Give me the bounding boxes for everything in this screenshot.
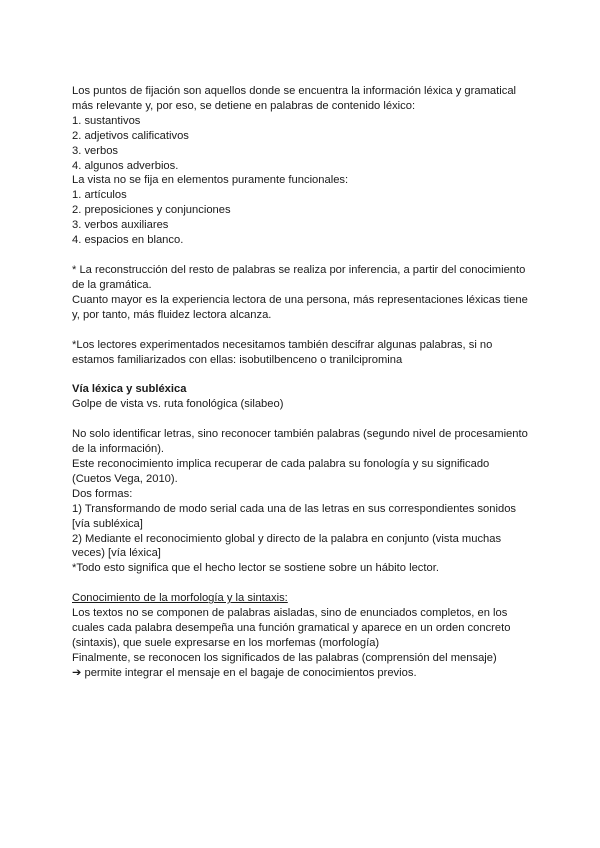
spacer — [72, 576, 542, 591]
section-subtitle: Golpe de vista vs. ruta fonológica (silabeo) — [72, 398, 284, 411]
list-item: 4. espacios en blanco. — [72, 234, 184, 247]
spacer — [72, 412, 542, 427]
paragraph-line: *Los lectores experimentados necesitamos también descifrar algunas palabras, si no — [72, 338, 493, 351]
spacer — [72, 367, 542, 382]
list-item: 2. preposiciones y conjunciones — [72, 204, 231, 217]
paragraph-line: Este reconocimiento implica recuperar de cada palabra su fonología y su significado — [72, 458, 490, 471]
paragraph-line: de la información). — [72, 443, 165, 456]
morphology-section — [72, 591, 542, 680]
list-item: veces) [vía léxica] — [72, 547, 161, 560]
spacer — [72, 323, 542, 338]
list-item: 3. verbos — [72, 144, 119, 157]
paragraph-line: Los textos no se componen de palabras aisladas, sino de enunciados completos, en los — [72, 607, 508, 620]
paragraph-line: (Cuetos Vega, 2010). — [72, 472, 178, 485]
experienced-section — [72, 338, 542, 368]
paragraph-line — [72, 666, 542, 681]
list-item: 3. verbos auxiliares — [72, 219, 169, 232]
routes-section — [72, 382, 542, 576]
paragraph-line: * La reconstrucción del resto de palabras se realiza por inferencia, a partir del conocimiento — [72, 263, 526, 276]
paragraph-line: estamos familiarizados con ellas: isobutilbenceno o tranilcipromina — [72, 353, 403, 366]
paragraph-line: Dos formas: — [72, 487, 133, 500]
paragraph-line: (sintaxis), que suele expresarse en los morfemas (morfología) — [72, 637, 380, 649]
list-item: 1. sustantivos — [72, 114, 141, 127]
list-item: 2) Mediante el reconocimiento global y directo de la palabra en conjunto (vista muchas — [72, 532, 502, 545]
fixation-section — [72, 84, 542, 248]
section-heading: Conocimiento de la morfología y la sintaxis: — [72, 592, 288, 605]
paragraph-line: más relevante y, por eso, se detiene en palabras de contenido léxico: — [72, 99, 416, 112]
document-page — [72, 84, 542, 681]
paragraph-line: y, por tanto, más fluidez lectora alcanza. — [72, 308, 272, 321]
list-item: 1. artículos — [72, 189, 127, 202]
inference-section — [72, 263, 542, 323]
paragraph-line: cuales cada palabra desempeña una función gramatical y aparece en un orden concreto — [72, 622, 511, 635]
paragraph-text: permite integrar el mensaje en el bagaje de conocimientos previos. — [84, 666, 417, 679]
list-item: 4. algunos adverbios. — [72, 159, 179, 172]
list-item: 2. adjetivos calificativos — [72, 129, 189, 142]
paragraph-line: No solo identificar letras, sino reconocer también palabras (segundo nivel de procesamiento — [72, 428, 528, 441]
spacer — [72, 248, 542, 263]
paragraph-line: *Todo esto significa que el hecho lector se sostiene sobre un hábito lector. — [72, 562, 439, 575]
paragraph-line: La vista no se fija en elementos puramente funcionales: — [72, 174, 349, 187]
paragraph-line: Finalmente, se reconocen los significados de las palabras (comprensión del mensaje) — [72, 651, 497, 664]
section-heading: Vía léxica y subléxica — [72, 383, 187, 396]
list-item: 1) Transformando de modo serial cada una de las letras en sus correspondientes sonidos — [72, 502, 517, 515]
arrow-icon: ➔ — [72, 666, 82, 679]
paragraph-line: Cuanto mayor es la experiencia lectora de una persona, más representaciones léxicas tiene — [72, 293, 528, 306]
paragraph-line: de la gramática. — [72, 278, 152, 291]
list-item: [vía subléxica] — [72, 517, 143, 530]
paragraph-line: Los puntos de fijación son aquellos donde se encuentra la información léxica y gramatical — [72, 85, 517, 97]
